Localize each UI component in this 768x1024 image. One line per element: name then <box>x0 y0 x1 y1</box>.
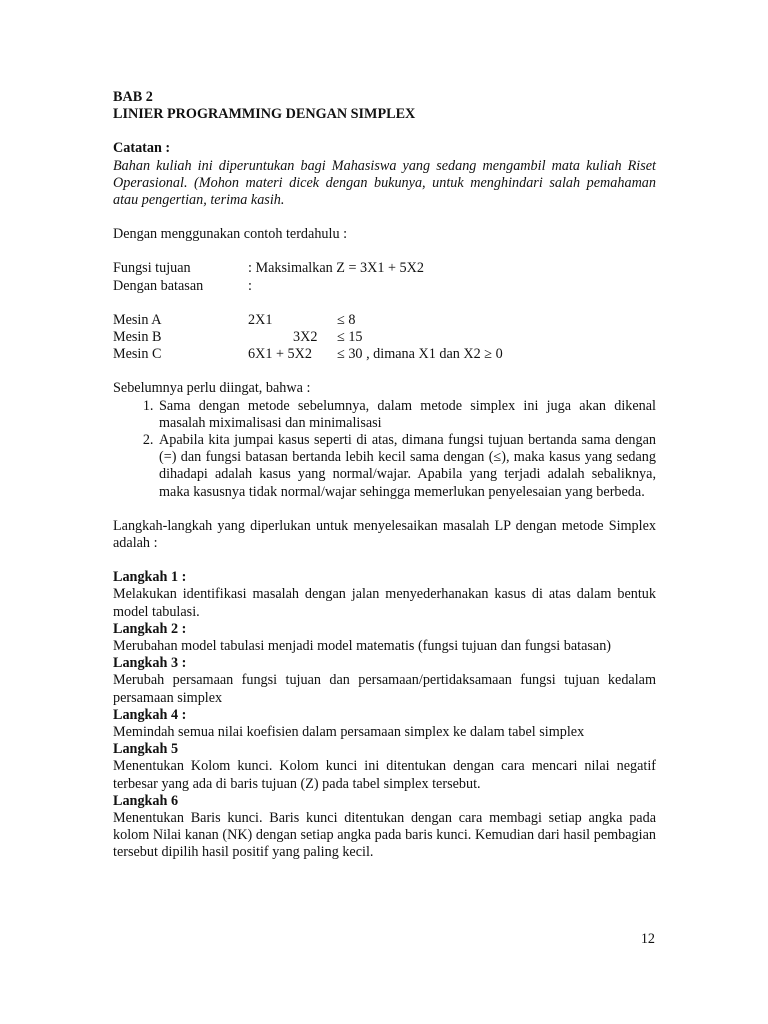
objective-value: : Maksimalkan Z = 3X1 + 5X2 <box>248 260 424 277</box>
note-text: Bahan kuliah ini diperuntukan bagi Mahasiswa yang sedang mengambil mata kuliah Riset Operasional. (Mohon materi dicek dengan bukunya, untuk menghindari salah pemahaman atau pengertian, terima kasih. <box>113 157 656 209</box>
constraint-expression: 6X1 + 5X2 <box>248 346 312 363</box>
reminder-list <box>113 398 656 501</box>
page-content <box>113 89 656 862</box>
constraint-header-colon: : <box>248 277 252 294</box>
chapter-title: LINIER PROGRAMMING DENGAN SIMPLEX <box>113 106 416 123</box>
objective-label: Fungsi tujuan <box>113 260 191 277</box>
constraint-name: Mesin C <box>113 346 162 363</box>
chapter-number: BAB 2 <box>113 89 153 105</box>
intro-text: Dengan menggunakan contoh terdahulu : <box>113 226 348 243</box>
constraint-header-row <box>113 278 656 295</box>
page-number: 12 <box>640 931 655 947</box>
step-text: Merubah persamaan fungsi tujuan dan persamaan/pertidaksamaan fungsi tujuan kedalam persamaan simplex <box>113 672 656 706</box>
constraint-rhs: ≤ 15 <box>337 328 363 345</box>
step-label: Langkah 1 : <box>113 569 187 586</box>
step-text: Melakukan identifikasi masalah dengan jalan menyederhanakan kasus di atas dalam bentuk model tabulasi. <box>113 586 656 620</box>
constraint-expression: 2X1 <box>248 311 273 328</box>
reminder-intro: Sebelumnya perlu diingat, bahwa : <box>113 380 311 397</box>
step-label: Langkah 3 : <box>113 655 187 672</box>
objective-row <box>113 260 656 277</box>
reminder-item: 2. Apabila kita jumpai kasus seperti di atas, dimana fungsi tujuan bertanda sama dengan (=) dan fungsi batasan bertanda lebih kecil sama dengan (≤), maka kasus yang sedang dihadapi adalah kasus yang normal/wajar. Apabila yang terjadi adalah sebaliknya, maka kasusnya tidak normal/wajar sehingga memerlukan penyelesaian yang berbeda. <box>157 432 656 501</box>
note-label: Catatan : <box>113 140 171 157</box>
constraint-header-label: Dengan batasan <box>113 277 204 294</box>
step-label: Langkah 6 <box>113 792 179 809</box>
step-label: Langkah 2 : <box>113 620 187 637</box>
step-text: Menentukan Baris kunci. Baris kunci ditentukan dengan cara membagi setiap angka pada kolom Nilai kanan (NK) dengan setiap angka pada baris kunci. Kemudian dari hasil pembagian tersebut dipilih hasil positif yang paling kecil. <box>113 810 656 861</box>
constraint-name: Mesin B <box>113 328 162 345</box>
constraint-row <box>113 346 656 363</box>
constraint-name: Mesin A <box>113 311 162 328</box>
constraint-expression: 3X2 <box>293 328 318 345</box>
constraint-row <box>113 312 656 329</box>
steps-intro: Langkah-langkah yang diperlukan untuk menyelesaikan masalah LP dengan metode Simplex adalah : <box>113 517 656 551</box>
step-label: Langkah 5 <box>113 741 179 758</box>
step-text: Memindah semua nilai koefisien dalam persamaan simplex ke dalam tabel simplex <box>113 724 585 741</box>
constraint-row <box>113 329 656 346</box>
step-label: Langkah 4 : <box>113 706 187 723</box>
step-text: Menentukan Kolom kunci. Kolom kunci ini ditentukan dengan cara mencari nilai negatif terbesar yang ada di baris tujuan (Z) pada tabel simplex tersebut. <box>113 758 656 792</box>
step-text: Merubahan model tabulasi menjadi model matematis (fungsi tujuan dan fungsi batasan) <box>113 638 612 654</box>
constraint-rhs: ≤ 8 <box>337 311 356 328</box>
reminder-item: 1. Sama dengan metode sebelumnya, dalam metode simplex ini juga akan dikenal masalah miximalisasi dan minimalisasi <box>157 398 656 432</box>
constraint-rhs: ≤ 30 , dimana X1 dan X2 ≥ 0 <box>337 346 503 363</box>
